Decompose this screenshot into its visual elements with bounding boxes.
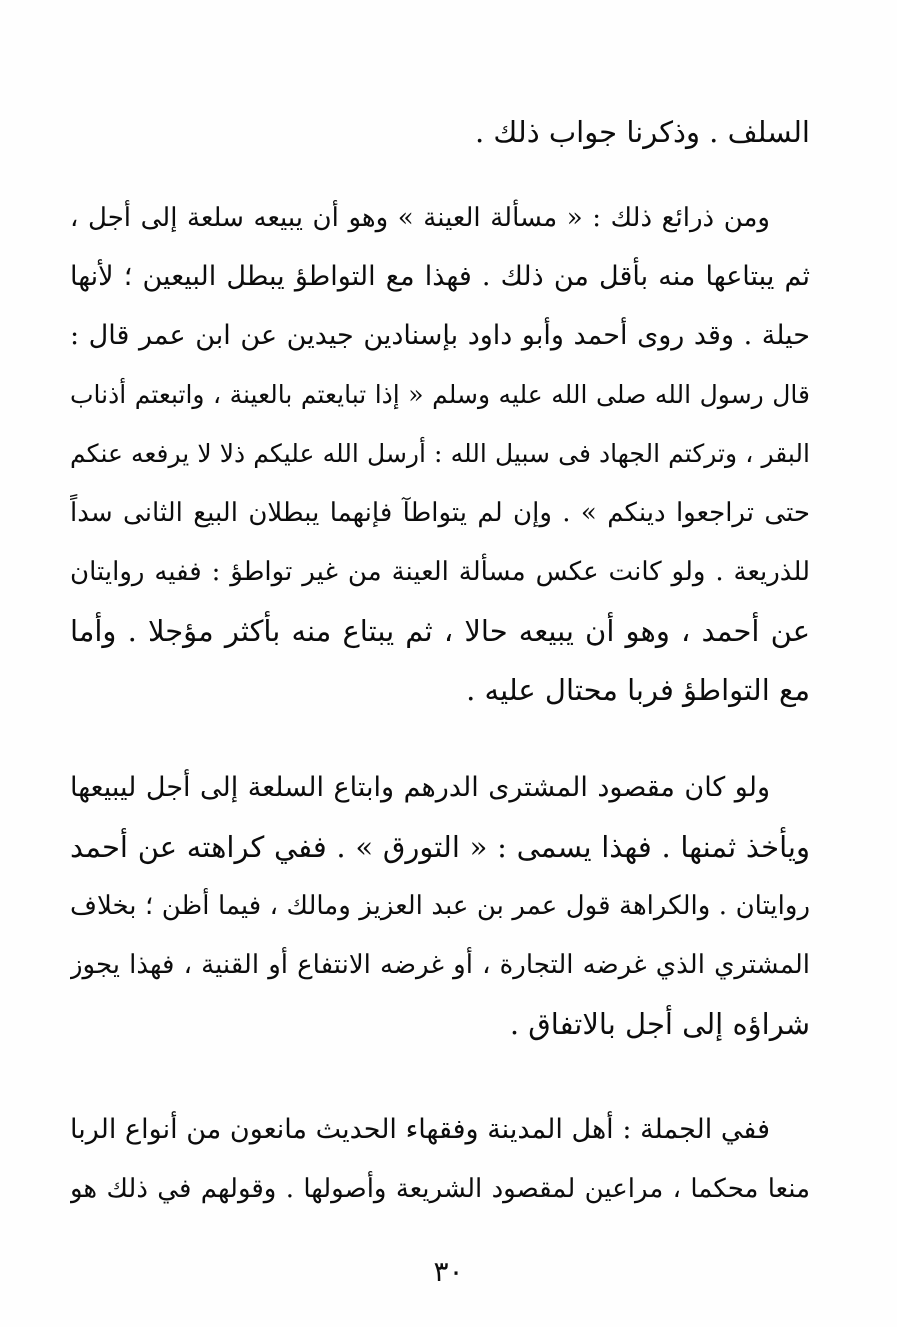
text-line: روايتان . والكراهة قول عمر بن عبد العزيز ومالك ، فيما أظن ؛ بخلاف: [70, 891, 810, 921]
text-line: حيلة . وقد روى أحمد وأبو داود بإسنادين جيدين عن ابن عمر قال :: [70, 320, 810, 351]
text-line: قال رسول الله صلى الله عليه وسلم « إذا تبايعتم بالعينة ، واتبعتم أذناب: [70, 380, 810, 409]
text-line: ففي الجملة : أهل المدينة وفقهاء الحديث مانعون من أنواع الربا: [70, 1114, 770, 1145]
text-line: المشتري الذي غرضه التجارة ، أو غرضه الانتفاع أو القنية ، فهذا يجوز: [70, 950, 810, 980]
text-line: ومن ذرائع ذلك : « مسألة العينة » وهو أن يبيعه سلعة إلى أجل ،: [70, 203, 770, 233]
text-line: البقر ، وتركتم الجهاد فى سبيل الله : أرسل الله عليكم ذلا لا يرفعه عنكم: [70, 439, 810, 468]
text-line: للذريعة . ولو كانت عكس مسألة العينة من غير تواطؤ : ففيه روايتان: [70, 557, 810, 587]
text-line: ولو كان مقصود المشترى الدرهم وابتاع السلعة إلى أجل ليبيعها: [70, 772, 770, 803]
text-line: مع التواطؤ فربا محتال عليه .: [466, 673, 810, 707]
text-line: عن أحمد ، وهو أن يبيعه حالا ، ثم يبتاع منه بأكثر مؤجلا . وأما: [70, 614, 810, 648]
text-line: شراؤه إلى أجل بالاتفاق .: [509, 1007, 810, 1041]
page-number: ٣٠: [433, 1255, 464, 1288]
text-line: منعا محكما ، مراعين لمقصود الشريعة وأصولها . وقولهم في ذلك هو: [70, 1174, 810, 1204]
text-line: ثم يبتاعها منه بأقل من ذلك . فهذا مع التواطؤ يبطل البيعين ؛ لأنها: [70, 261, 810, 292]
text-line: ويأخذ ثمنها . فهذا يسمى : « التورق » . ففي كراهته عن أحمد: [70, 830, 810, 864]
text-line: حتى تراجعوا دينكم » . وإن لم يتواطآ فإنهما يبطلان البيع الثانى سداً: [70, 498, 810, 528]
text-line: السلف . وذكرنا جواب ذلك .: [474, 115, 810, 149]
